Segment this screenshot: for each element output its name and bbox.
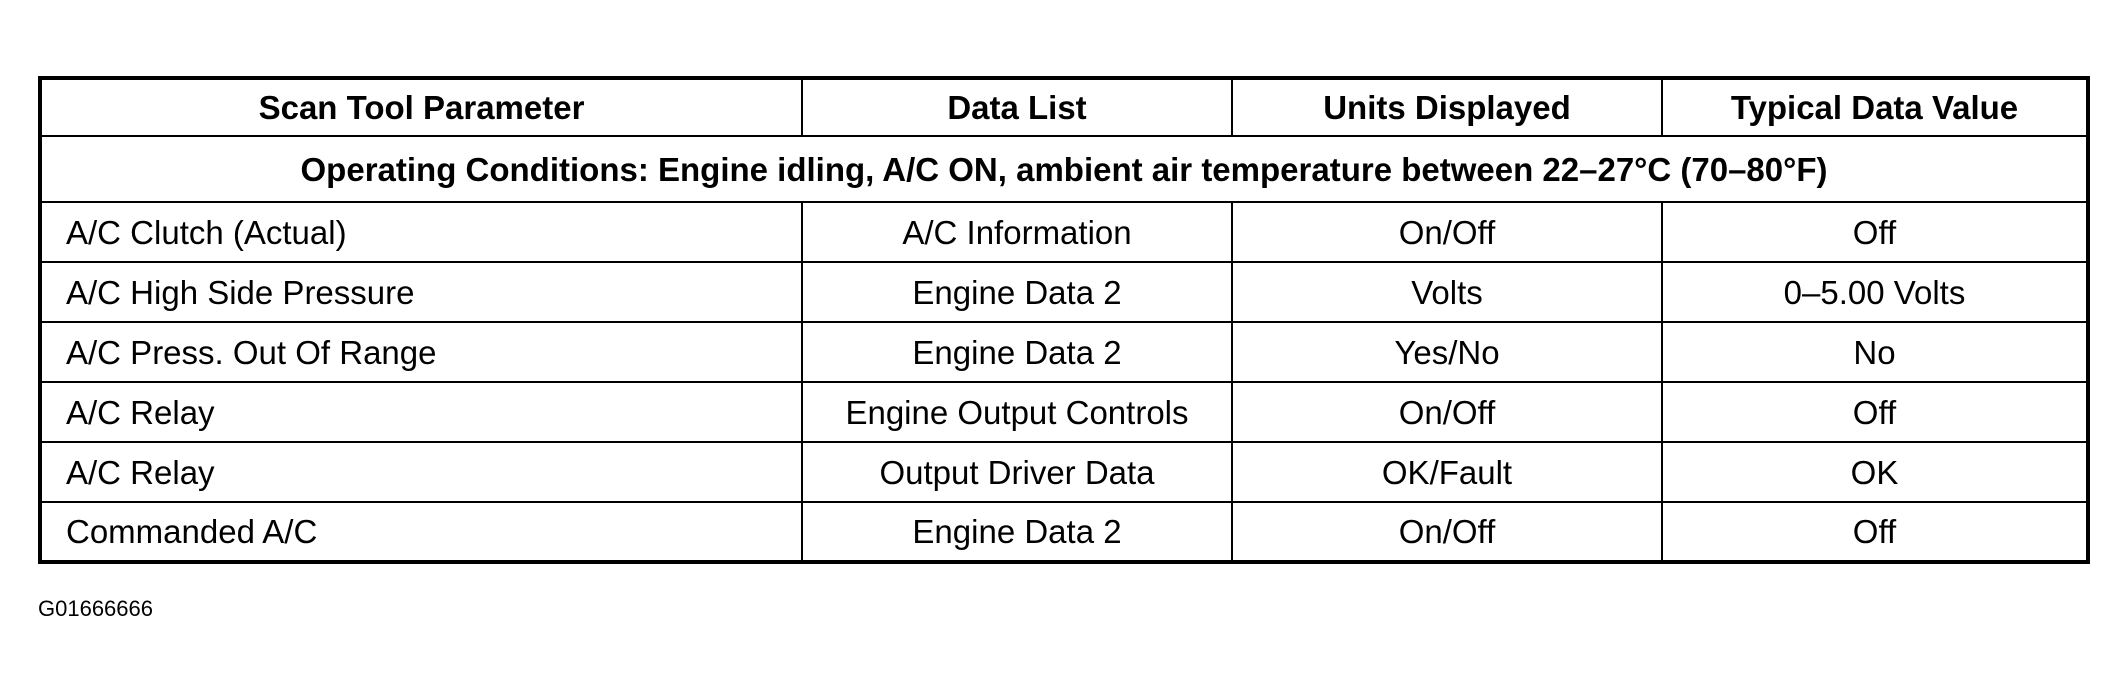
operating-conditions: Operating Conditions: Engine idling, A/C ON, ambient air temperature between 22–27°C (70–80°F)	[40, 136, 2088, 202]
operating-conditions-row	[40, 136, 2088, 202]
header-units-displayed: Units Displayed	[1232, 78, 1662, 136]
header-typical-data-value: Typical Data Value	[1662, 78, 2088, 136]
cell-data-list: Engine Data 2	[802, 262, 1232, 322]
header-scan-tool-parameter: Scan Tool Parameter	[40, 78, 802, 136]
table-row	[40, 262, 2088, 322]
cell-units: Volts	[1232, 262, 1662, 322]
table-row	[40, 382, 2088, 442]
cell-data-list: Engine Output Controls	[802, 382, 1232, 442]
cell-data-list: A/C Information	[802, 202, 1232, 262]
cell-parameter: A/C Press. Out Of Range	[40, 322, 802, 382]
table-row	[40, 322, 2088, 382]
cell-data-list: Engine Data 2	[802, 502, 1232, 562]
cell-units: On/Off	[1232, 202, 1662, 262]
cell-typical-value: Off	[1662, 382, 2088, 442]
cell-parameter: A/C Clutch (Actual)	[40, 202, 802, 262]
cell-typical-value: Off	[1662, 502, 2088, 562]
cell-data-list: Engine Data 2	[802, 322, 1232, 382]
cell-parameter: A/C High Side Pressure	[40, 262, 802, 322]
header-data-list: Data List	[802, 78, 1232, 136]
cell-units: On/Off	[1232, 502, 1662, 562]
cell-parameter: Commanded A/C	[40, 502, 802, 562]
figure-id: G01666666	[38, 596, 153, 621]
cell-units: OK/Fault	[1232, 442, 1662, 502]
table-row	[40, 202, 2088, 262]
scan-tool-data-table	[38, 76, 2090, 564]
table-header-row	[40, 78, 2088, 136]
cell-typical-value: OK	[1662, 442, 2088, 502]
table-row	[40, 502, 2088, 562]
cell-typical-value: No	[1662, 322, 2088, 382]
cell-units: On/Off	[1232, 382, 1662, 442]
cell-parameter: A/C Relay	[40, 442, 802, 502]
table-row	[40, 442, 2088, 502]
cell-typical-value: 0–5.00 Volts	[1662, 262, 2088, 322]
cell-data-list: Output Driver Data	[802, 442, 1232, 502]
cell-units: Yes/No	[1232, 322, 1662, 382]
cell-parameter: A/C Relay	[40, 382, 802, 442]
cell-typical-value: Off	[1662, 202, 2088, 262]
